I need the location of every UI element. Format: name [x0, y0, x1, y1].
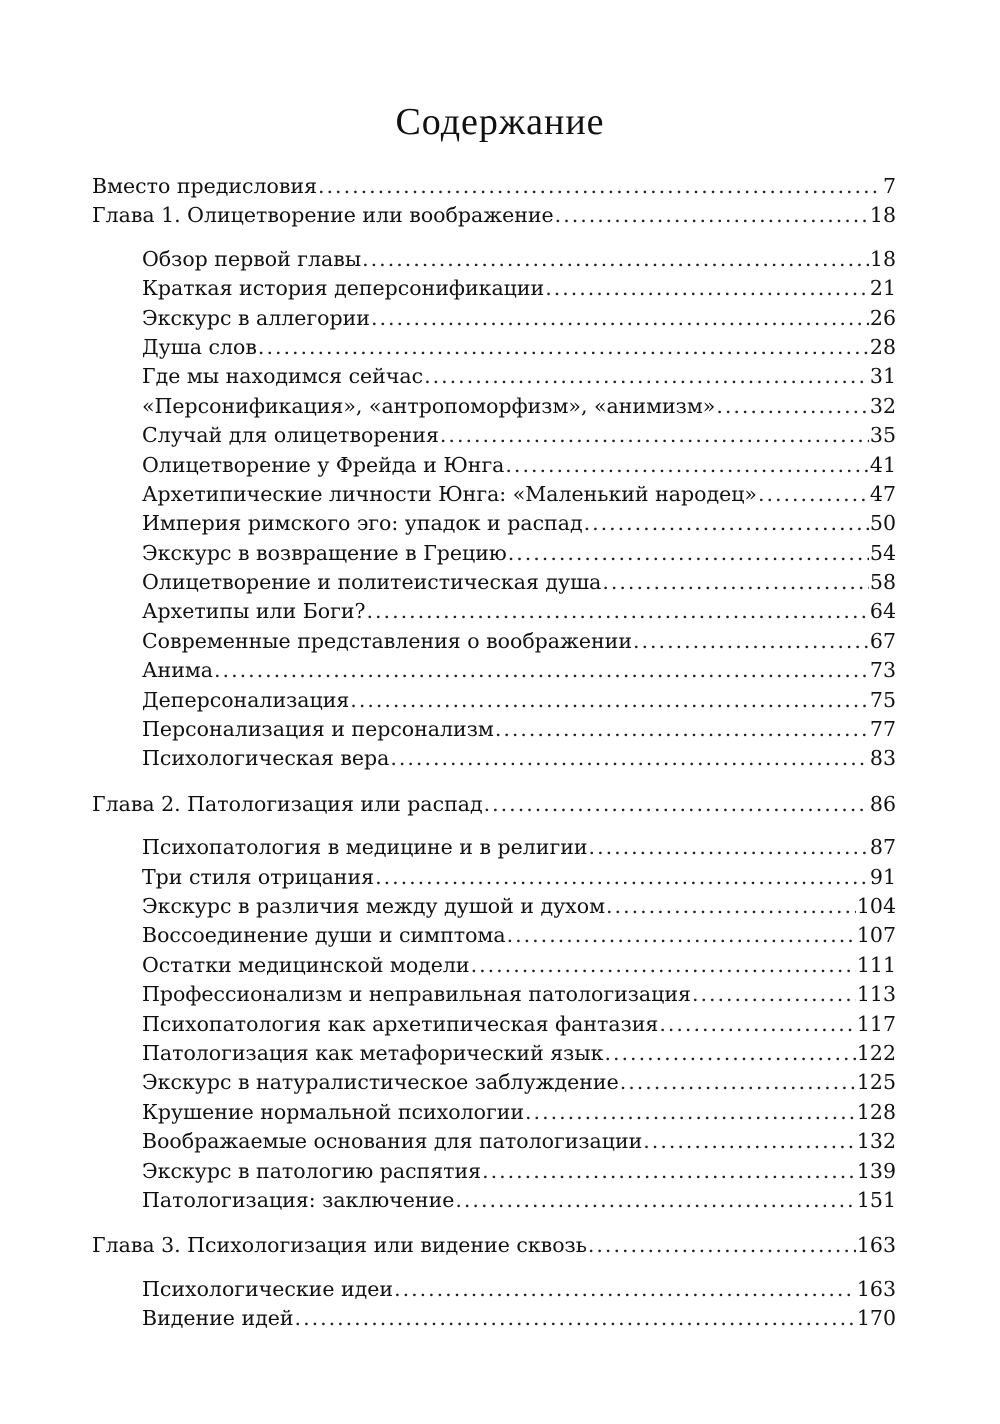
toc-entry-page: 26 [869, 305, 896, 330]
dot-leader [692, 980, 856, 1009]
toc-entry-title: Патологизация: заключение [142, 1187, 455, 1212]
toc-section[interactable] [142, 1275, 896, 1304]
spacer [92, 231, 896, 245]
toc-entry-page: 77 [869, 717, 896, 742]
spacer [92, 1261, 896, 1275]
dot-leader [390, 744, 869, 773]
toc-section[interactable] [142, 656, 896, 685]
toc-entry-page: 104 [856, 893, 896, 918]
toc-entry-title: Олицетворение и политеистическая душа [142, 570, 602, 595]
toc-entry-title: Психопатология в медицине и в религии [142, 835, 588, 860]
toc-entry-page: 67 [869, 628, 896, 653]
dot-leader [484, 790, 869, 819]
toc-section[interactable] [142, 1068, 896, 1097]
dot-leader [394, 1275, 856, 1304]
toc-entry-title: Персонализация и персонализм [142, 717, 494, 742]
toc-section[interactable] [142, 274, 896, 303]
toc-section[interactable] [142, 362, 896, 391]
toc-section[interactable] [142, 597, 896, 626]
toc-entry-page: 91 [869, 864, 896, 889]
toc-entry-title: Экскурс в патологию распятия [142, 1158, 482, 1183]
toc-entry-title: Архетипические личности Юнга: «Маленький народец» [142, 481, 757, 506]
spacer [92, 1215, 896, 1231]
dot-leader [584, 509, 869, 538]
toc-entry-title: «Персонификация», «антропоморфизм», «анимизм» [142, 393, 716, 418]
toc-section[interactable] [142, 1186, 896, 1215]
toc-entry-page: 128 [856, 1099, 896, 1124]
dot-leader [371, 304, 869, 333]
toc-entry-title: Где мы находимся сейчас [142, 364, 424, 389]
toc-section[interactable] [142, 421, 896, 450]
toc-entry-page: 31 [869, 364, 896, 389]
toc-entry-page: 163 [856, 1233, 896, 1258]
toc-entry-page: 151 [856, 1187, 896, 1212]
toc-chapter[interactable] [92, 790, 896, 819]
dot-leader [350, 686, 869, 715]
toc-section[interactable] [142, 1039, 896, 1068]
toc-entry-page: 132 [856, 1129, 896, 1154]
toc-entry-title: Воссоединение души и симптома [142, 923, 506, 948]
toc-entry-title: Экскурс в возвращение в Грецию [142, 540, 507, 565]
toc-section[interactable] [142, 480, 896, 509]
toc-section[interactable] [142, 568, 896, 597]
toc-entry-page: 7 [882, 174, 896, 198]
toc-entry-page: 50 [869, 511, 896, 536]
dot-leader [495, 715, 869, 744]
dot-leader [605, 1039, 856, 1068]
toc-entry-title: Остатки медицинской модели [142, 952, 470, 977]
toc-entry-page: 107 [856, 923, 896, 948]
toc-entry-page: 58 [869, 570, 896, 595]
toc-entry-title: Деперсонализация [142, 687, 350, 712]
toc-entry-title: Экскурс в различия между душой и духом [142, 893, 606, 918]
toc-entry-title: Психопатология как архетипическая фантазия [142, 1011, 659, 1036]
dot-leader [643, 1127, 856, 1156]
toc-section[interactable] [142, 951, 896, 980]
dot-leader [633, 627, 869, 656]
toc-entry-title: Анима [142, 658, 214, 683]
toc-entry-title: Глава 2. Патологизация или распад [92, 791, 483, 816]
dot-leader [318, 172, 882, 201]
toc-section[interactable] [142, 451, 896, 480]
toc-entry-page: 83 [869, 746, 896, 771]
spacer [92, 819, 896, 833]
toc-entry-page: 111 [856, 952, 896, 977]
toc-entry-title: Психологические идеи [142, 1276, 394, 1301]
dot-leader [602, 568, 869, 597]
toc-section[interactable] [142, 744, 896, 773]
toc-section[interactable] [142, 509, 896, 538]
toc-section[interactable] [142, 245, 896, 274]
dot-leader [508, 539, 869, 568]
toc-chapter[interactable] [92, 201, 896, 230]
toc-entry-title: Патологизация как метафорический язык [142, 1040, 604, 1065]
toc-entry-title: Современные представления о воображении [142, 628, 632, 653]
toc-entry-page: 125 [856, 1070, 896, 1095]
toc-section[interactable] [142, 1010, 896, 1039]
toc-entry-title: Видение идей [142, 1306, 294, 1331]
toc-entry-title: Профессионализм и неправильная патологизация [142, 982, 691, 1007]
toc-entry-page: 47 [869, 481, 896, 506]
toc-entry-title: Крушение нормальной психологии [142, 1099, 525, 1124]
dot-leader [471, 951, 856, 980]
dot-leader [507, 921, 856, 950]
toc-entry-title: Психологическая вера [142, 746, 390, 771]
toc-section[interactable] [142, 863, 896, 892]
toc-section[interactable] [142, 1098, 896, 1127]
dot-leader [505, 451, 869, 480]
toc-section[interactable] [142, 392, 896, 421]
toc-entry-preface[interactable] [92, 172, 896, 201]
dot-leader [525, 1098, 856, 1127]
toc-entry-title: Обзор первой главы [142, 246, 362, 271]
toc-entry-title: Империя римского эго: упадок и распад [142, 511, 583, 536]
toc-entry-page: 87 [869, 835, 896, 860]
page-title: Содержание [395, 101, 605, 143]
toc-section[interactable] [142, 304, 896, 333]
chapters-list [92, 201, 896, 1333]
dot-leader [440, 421, 869, 450]
dot-leader [455, 1186, 855, 1215]
spacer [92, 774, 896, 790]
dot-leader [659, 1010, 855, 1039]
toc-section[interactable] [142, 333, 896, 362]
toc-section[interactable] [142, 833, 896, 862]
toc-entry-page: 18 [869, 203, 896, 228]
toc-section[interactable] [142, 539, 896, 568]
toc-entry-page: 86 [869, 791, 896, 816]
toc-entry-page: 28 [869, 334, 896, 359]
dot-leader [620, 1068, 856, 1097]
toc-entry-page: 32 [869, 393, 896, 418]
toc-entry-title: Глава 3. Психологизация или видение сквозь [92, 1233, 587, 1258]
toc-entry-title: Олицетворение у Фрейда и Юнга [142, 452, 505, 477]
toc-entry-title: Три стиля отрицания [142, 864, 375, 889]
toc-entry-page: 21 [869, 276, 896, 301]
toc-entry-title: Глава 1. Олицетворение или воображение [92, 203, 554, 228]
dot-leader [545, 274, 869, 303]
toc-entry-title: Душа слов [142, 334, 257, 359]
toc-entry-page: 122 [856, 1040, 896, 1065]
toc-entry-title: Экскурс в натуралистическое заблуждение [142, 1070, 619, 1095]
toc-entry-page: 139 [856, 1158, 896, 1183]
toc-section[interactable] [142, 980, 896, 1009]
toc-section[interactable] [142, 1157, 896, 1186]
toc-section[interactable] [142, 715, 896, 744]
toc-entry-page: 18 [869, 246, 896, 271]
toc-entry-page: 41 [869, 452, 896, 477]
dot-leader [588, 1231, 856, 1260]
dot-leader [482, 1157, 856, 1186]
toc-entry-page: 117 [856, 1011, 896, 1036]
toc-entry-page: 75 [869, 687, 896, 712]
toc-chapter[interactable] [92, 1231, 896, 1260]
dot-leader [758, 480, 869, 509]
dot-leader [214, 656, 869, 685]
dot-leader [258, 333, 869, 362]
dot-leader [555, 201, 869, 230]
toc-entry-title: Случай для олицетворения [142, 423, 439, 448]
toc-entry-title: Архетипы или Боги? [142, 599, 366, 624]
toc-entry-page: 113 [856, 982, 896, 1007]
toc-section[interactable] [142, 686, 896, 715]
toc-entry-page: 73 [869, 658, 896, 683]
dot-leader [589, 833, 869, 862]
toc-entry-page: 54 [869, 540, 896, 565]
toc-entry-page: 64 [869, 599, 896, 624]
toc-section[interactable] [142, 627, 896, 656]
dot-leader [295, 1304, 856, 1333]
toc-entry-page: 170 [856, 1306, 896, 1331]
toc-section[interactable] [142, 892, 896, 921]
toc-section[interactable] [142, 1304, 896, 1333]
dot-leader [367, 597, 869, 626]
toc-entry-title: Вместо предисловия [92, 174, 318, 198]
dot-leader [375, 863, 869, 892]
toc-entry-page: 35 [869, 423, 896, 448]
dot-leader [716, 392, 869, 421]
toc-entry-title: Экскурс в аллегории [142, 305, 370, 330]
dot-leader [606, 892, 856, 921]
toc-section[interactable] [142, 921, 896, 950]
toc-entry-page: 163 [856, 1276, 896, 1301]
toc-section[interactable] [142, 1127, 896, 1156]
toc-entry-title: Краткая история деперсонификации [142, 276, 545, 301]
dot-leader [362, 245, 869, 274]
dot-leader [424, 362, 869, 391]
toc-entry-title: Воображаемые основания для патологизации [142, 1129, 643, 1154]
table-of-contents [92, 172, 896, 1333]
